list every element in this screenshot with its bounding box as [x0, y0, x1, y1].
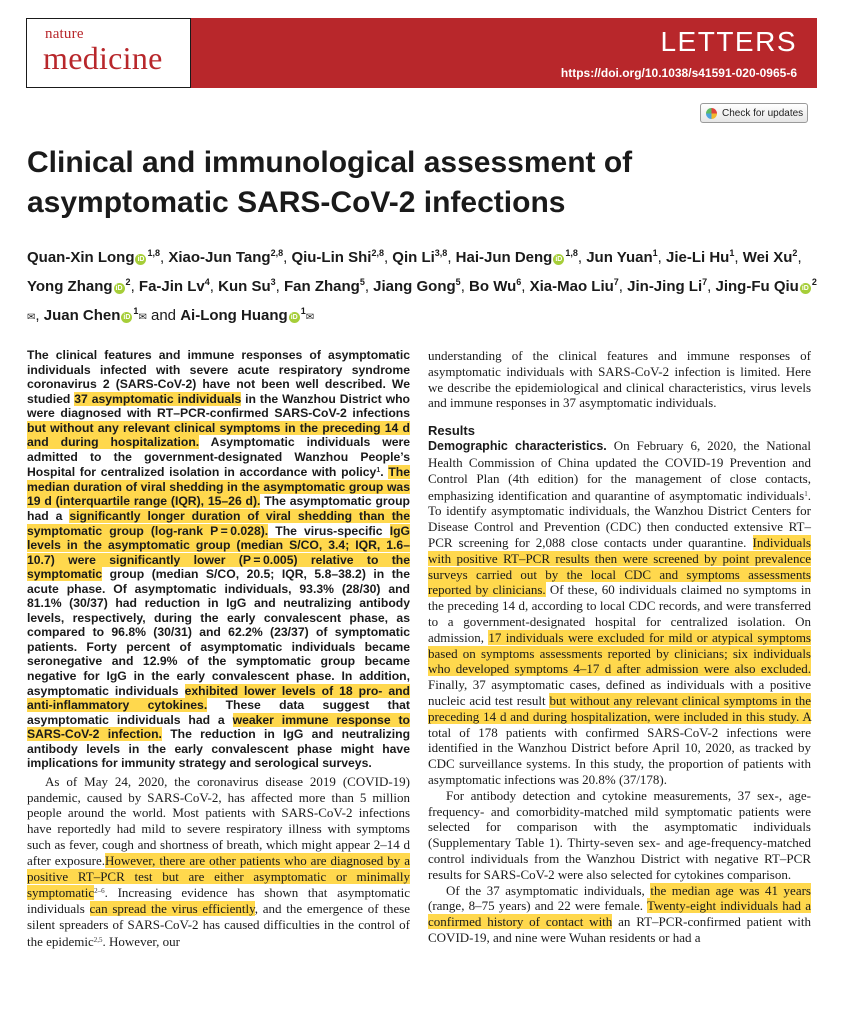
author-name: Jun Yuan	[586, 249, 653, 266]
author[interactable]	[218, 278, 276, 295]
header-bar	[191, 18, 817, 88]
highlight: IgG levels in the asymptomatic group (median S/CO, 3.4; IQR, 1.6–10.7) were significantly lower (P = 0.005) relative to the symptomatic	[27, 523, 410, 582]
affiliation-mark: 2,8	[371, 248, 384, 258]
affiliation-mark: 1,8	[565, 248, 578, 258]
affiliation-mark: 2	[811, 277, 817, 287]
highlight: weaker immune response to SARS-CoV-2 infection.	[27, 712, 410, 742]
author-name: Jin-Jing Li	[627, 278, 703, 295]
author-name: Xiao-Jun Tang	[168, 249, 271, 266]
highlight: the median age was 41 years	[650, 882, 811, 898]
highlight: but without any relevant clinical symptoms in the preceding 14 d and during hospitalization.	[27, 420, 410, 450]
email-icon[interactable]: ✉	[27, 312, 36, 323]
affiliation-mark: 1	[300, 306, 306, 316]
affiliation-mark: 2,8	[270, 248, 284, 258]
email-icon[interactable]: ✉	[138, 312, 147, 323]
citation-link[interactable]: 1	[376, 467, 381, 475]
intro-continuation: understanding of the clinical features and immune responses of asymptomatic individuals with SARS-CoV-2 infection is limited. Here we describe the epidemiological and clinical characteristics, virus levels and immune responses in 37 asymptomatic individuals.	[428, 348, 811, 411]
orcid-icon[interactable]: iD	[555, 256, 563, 263]
author-name: Fan Zhang	[283, 278, 360, 295]
highlight: Individuals with positive RT–PCR results then were screened by point prevalence surveys carried out by the local CDC and symptoms assessments reported by clinicians.	[428, 534, 811, 598]
orcid-icon[interactable]: iD	[290, 314, 298, 321]
author-list: Quan-Xin Long iD$^{1,8}$, Xiao-Jun Tang$^{2,8}$, Qiu-Lin Shi$^{2,8}$, Qin Li$^{3,8}$, Hai-Jun Deng iD$^{1,8}$, Jun Yuan$^1$, Jie-Li Hu$^1$, Wei Xu$^2$, Yong Zhang $iD^2$, Fa-Jin Lv$^4$, Kun Su$^3$, Fan Zhang$^5$, Jiang Gong$^5$, Bo Wu$^6$, Xia-Mao Liu$^7$, Jin-Jing Li$^7$, Jing-Fu Qiu $iD^2✉$, Juan Chen $iD^1✉$ and Ai-Long Huang $iD^1✉$	[27, 248, 817, 324]
author-name: Wei Xu	[742, 249, 793, 266]
author-name: Juan Chen	[43, 307, 121, 324]
author[interactable]	[586, 249, 657, 266]
affiliation-mark: 5	[455, 277, 461, 287]
highlight: 37 asymptomatic individuals	[74, 391, 242, 406]
affiliation-mark: 6	[516, 277, 522, 287]
orcid-icon[interactable]: iD	[123, 314, 131, 321]
results-paragraph-1: Demographic characteristics. On February 6, 2020, the National Health Commission of China updated the COVID-19 Prevention and Control Plan (4th edition) for the management of close contacts, emphasizing identification and quarantine of asymptomatic individuals$^1$. To identify asymptomatic individuals, the Wanzhou District Centers for Disease Control and Prevention (CDC) then conducted extensive RT–PCR screening for 2,088 close contacts under quarantine. Individuals with positive RT–PCR results then were screened by point prevalence surveys carried out by the local CDC and symptoms assessments reported by clinicians. Of these, 60 individuals claimed no symptoms in the preceding 14 d, according to local CDC records, and were transferred to a government-designated hospital for centralized isolation. On admission, 17 individuals were excluded for mild or atypical symptoms based on symptoms assessments reported by clinicians; six individuals who developed symptoms 4–17 d after admission were also excluded. Finally, 37 asymptomatic cases, defined as individuals with a positive nucleic acid test result but without any relevant clinical symptoms in the preceding 14 d and during hospitalization, were included in this study. A total of 178 patients with confirmed SARS-CoV-2 infections were identified in the Wanzhou District before April 10, 2020, as tracked by CDC surveillance systems. In this study, the proportion of patients with asymptomatic infections was 20.8% (37/178).	[428, 438, 811, 787]
citation-link[interactable]: 2,5	[93, 935, 103, 944]
affiliation-mark: 2	[792, 248, 798, 258]
orcid-icon[interactable]: iD	[137, 256, 145, 263]
author[interactable]	[456, 249, 578, 266]
affiliation-mark: 3,8	[434, 248, 448, 258]
orcid-icon[interactable]: iD	[115, 285, 123, 292]
crossmark-icon	[706, 108, 717, 119]
author-name: Ai-Long Huang	[180, 307, 288, 324]
author[interactable]	[139, 278, 210, 295]
affiliation-mark: 1,8	[147, 248, 160, 258]
author-name: Jiang Gong	[373, 278, 456, 295]
affiliation-mark: 3	[270, 277, 276, 287]
affiliation-mark: 1	[729, 248, 735, 258]
citation-link[interactable]: 1	[804, 489, 808, 498]
highlight: However, there are other patients who are diagnosed by a positive RT–PCR test but are either asymptomatic or minimally symptomatic	[27, 852, 410, 901]
author-name: Yong Zhang	[27, 278, 113, 295]
citation-link[interactable]: 2–6	[94, 887, 105, 896]
author[interactable]	[743, 249, 798, 266]
author[interactable]	[530, 278, 619, 295]
author[interactable]	[27, 278, 131, 295]
journal-logo	[26, 18, 191, 88]
author-name: Kun Su	[218, 278, 271, 295]
highlight: significantly longer duration of viral shedding than the symptomatic group (log-rank P = 0.028).	[27, 509, 411, 538]
affiliation-mark: 7	[613, 277, 619, 287]
author-name: Fa-Jin Lv	[138, 278, 205, 295]
email-icon[interactable]: ✉	[305, 312, 315, 323]
logo-nature: nature	[45, 26, 84, 42]
results-paragraph-3: Of the 37 asymptomatic individuals, the median age was 41 years (range, 8–75 years) and 22 were female. Twenty-eight individuals had a confirmed history of contact with an RT–PCR-confirmed patient with COVID-19, and nine were Wuhan residents or had a	[428, 882, 811, 945]
author-name: Jing-Fu Qiu	[715, 278, 799, 295]
check-for-updates-button[interactable]	[700, 103, 808, 123]
author-name: Qiu-Lin Shi	[291, 249, 372, 266]
author[interactable]	[44, 307, 147, 324]
doi-link[interactable]: https://doi.org/10.1038/s41591-020-0965-6	[560, 66, 797, 80]
author[interactable]	[180, 307, 314, 324]
author-name: Quan-Xin Long	[27, 249, 135, 266]
author-name: Qin Li	[392, 249, 435, 266]
highlight: 17 individuals were excluded for mild or atypical symptoms based on symptoms assessments reported by clinicians; six individuals who developed symptoms 4–17 d after admission were also excluded.	[428, 629, 811, 677]
author[interactable]	[373, 278, 461, 295]
author-name: Xia-Mao Liu	[529, 278, 614, 295]
author[interactable]	[168, 249, 283, 266]
check-for-updates-label: Check for updates	[722, 107, 804, 119]
left-column	[27, 348, 410, 950]
affiliation-mark: 5	[359, 277, 365, 287]
affiliation-mark: 7	[702, 277, 708, 287]
affiliation-mark: 2	[125, 277, 131, 287]
affiliation-mark: 4	[204, 277, 210, 287]
subsection-heading: Demographic characteristics.	[428, 439, 607, 454]
author-name: Hai-Jun Deng	[455, 249, 553, 266]
author-name: Bo Wu	[469, 278, 517, 295]
author[interactable]	[627, 278, 707, 295]
author[interactable]	[392, 249, 447, 266]
right-column	[428, 348, 811, 946]
author[interactable]	[666, 249, 734, 266]
orcid-icon[interactable]: iD	[801, 285, 809, 292]
author[interactable]	[27, 249, 160, 266]
author-name: Jie-Li Hu	[665, 249, 730, 266]
highlight: Twenty-eight individuals had a confirmed history of contact with	[428, 898, 811, 930]
results-paragraph-2: For antibody detection and cytokine measurements, 37 sex-, age-frequency- and comorbidity-matched mild symptomatic patients were selected for comparison with the asymptomatic individuals (Supplementary Table 1). Thirty-seven sex- and age-frequency-matched control individuals from the Wanzhou District with negative RT–PCR results for SARS-CoV-2 were also selected for cytokines comparison.	[428, 787, 811, 882]
article-title: Clinical and immunological assessment of asymptomatic SARS-CoV-2 infections	[27, 146, 633, 219]
section-label: LETTERS	[660, 26, 797, 57]
affiliation-mark: 1	[652, 248, 658, 258]
highlight: The median duration of viral shedding in the asymptomatic group was 19 d (interquartile range (IQR), 15–26 d).	[27, 465, 410, 509]
highlight: but without any relevant clinical symptoms in the preceding 14 d and during hospitalization, were included in this study. A	[428, 692, 811, 724]
logo-medicine: medicine	[43, 40, 163, 76]
results-heading: Results	[428, 423, 475, 439]
intro-paragraph: As of May 24, 2020, the coronavirus disease 2019 (COVID-19) pandemic, caused by SARS-CoV-2, has affected more than 5 million people around the world. Most patients with SARS-CoV-2 infections have reportedly had mild to severe respiratory illness with symptoms such as fever, cough and shortness of breath, which might appear 2–14 d after exposure.However, there are other patients who are diagnosed by a positive RT–PCR test but are either asymptomatic or minimally symptomatic$^{2-6}$. Increasing evidence has shown that asymptomatic individuals can spread the virus efficiently, and the emergence of these silent spreaders of SARS-CoV-2 has caused difficulties in the control of the epidemic$^{2,5}$. However, our	[27, 773, 410, 949]
affiliation-mark: 1	[133, 306, 139, 316]
highlight: exhibited lower levels of 18 pro- and anti-inflammatory cytokines.	[27, 683, 411, 713]
author[interactable]	[291, 249, 384, 266]
highlight: can spread the virus efficiently	[89, 901, 255, 917]
abstract: The clinical features and immune responses of asymptomatic individuals infected with severe acute respiratory syndrome coronavirus 2 (SARS-CoV-2) have not been well described. We studied 37 asymptomatic individuals in the Wanzhou District who were diagnosed with RT–PCR-confirmed SARS-CoV-2 infections but without any relevant clinical symptoms in the preceding 14 d and during hospitalization. Asymptomatic individuals were admitted to the government-designated Wanzhou People’s Hospital for centralized isolation in accordance with policy$^1$. The median duration of viral shedding in the asymptomatic group was 19 d (interquartile range (IQR), 15–26 d). The asymptomatic group had a significantly longer duration of viral shedding than the symptomatic group (log-rank P = 0.028). The virus-specific IgG levels in the asymptomatic group (median S/CO, 3.4; IQR, 1.6–10.7) were significantly lower (P = 0.005) relative to the symptomatic group (median S/CO, 20.5; IQR, 5.8–38.2) in the acute phase. Of asymptomatic individuals, 93.3% (28/30) and 81.1% (30/37) had reduction in IgG and neutralizing antibody levels, respectively, during the early convalescent phase, as compared to 96.8% (30/31) and 62.2% (23/37) of symptomatic patients. Forty percent of asymptomatic individuals became seronegative and 12.9% of the symptomatic group became negative for IgG in the early convalescent phase. In addition, asymptomatic individuals exhibited lower levels of 18 pro- and anti-inflammatory cytokines. These data suggest that asymptomatic individuals had a weaker immune response to SARS-CoV-2 infection. The reduction in IgG and neutralizing antibody levels in the early convalescent phase might have implications for immunity strategy and serological surveys.	[27, 348, 411, 771]
author[interactable]	[284, 278, 365, 295]
author[interactable]	[469, 278, 521, 295]
